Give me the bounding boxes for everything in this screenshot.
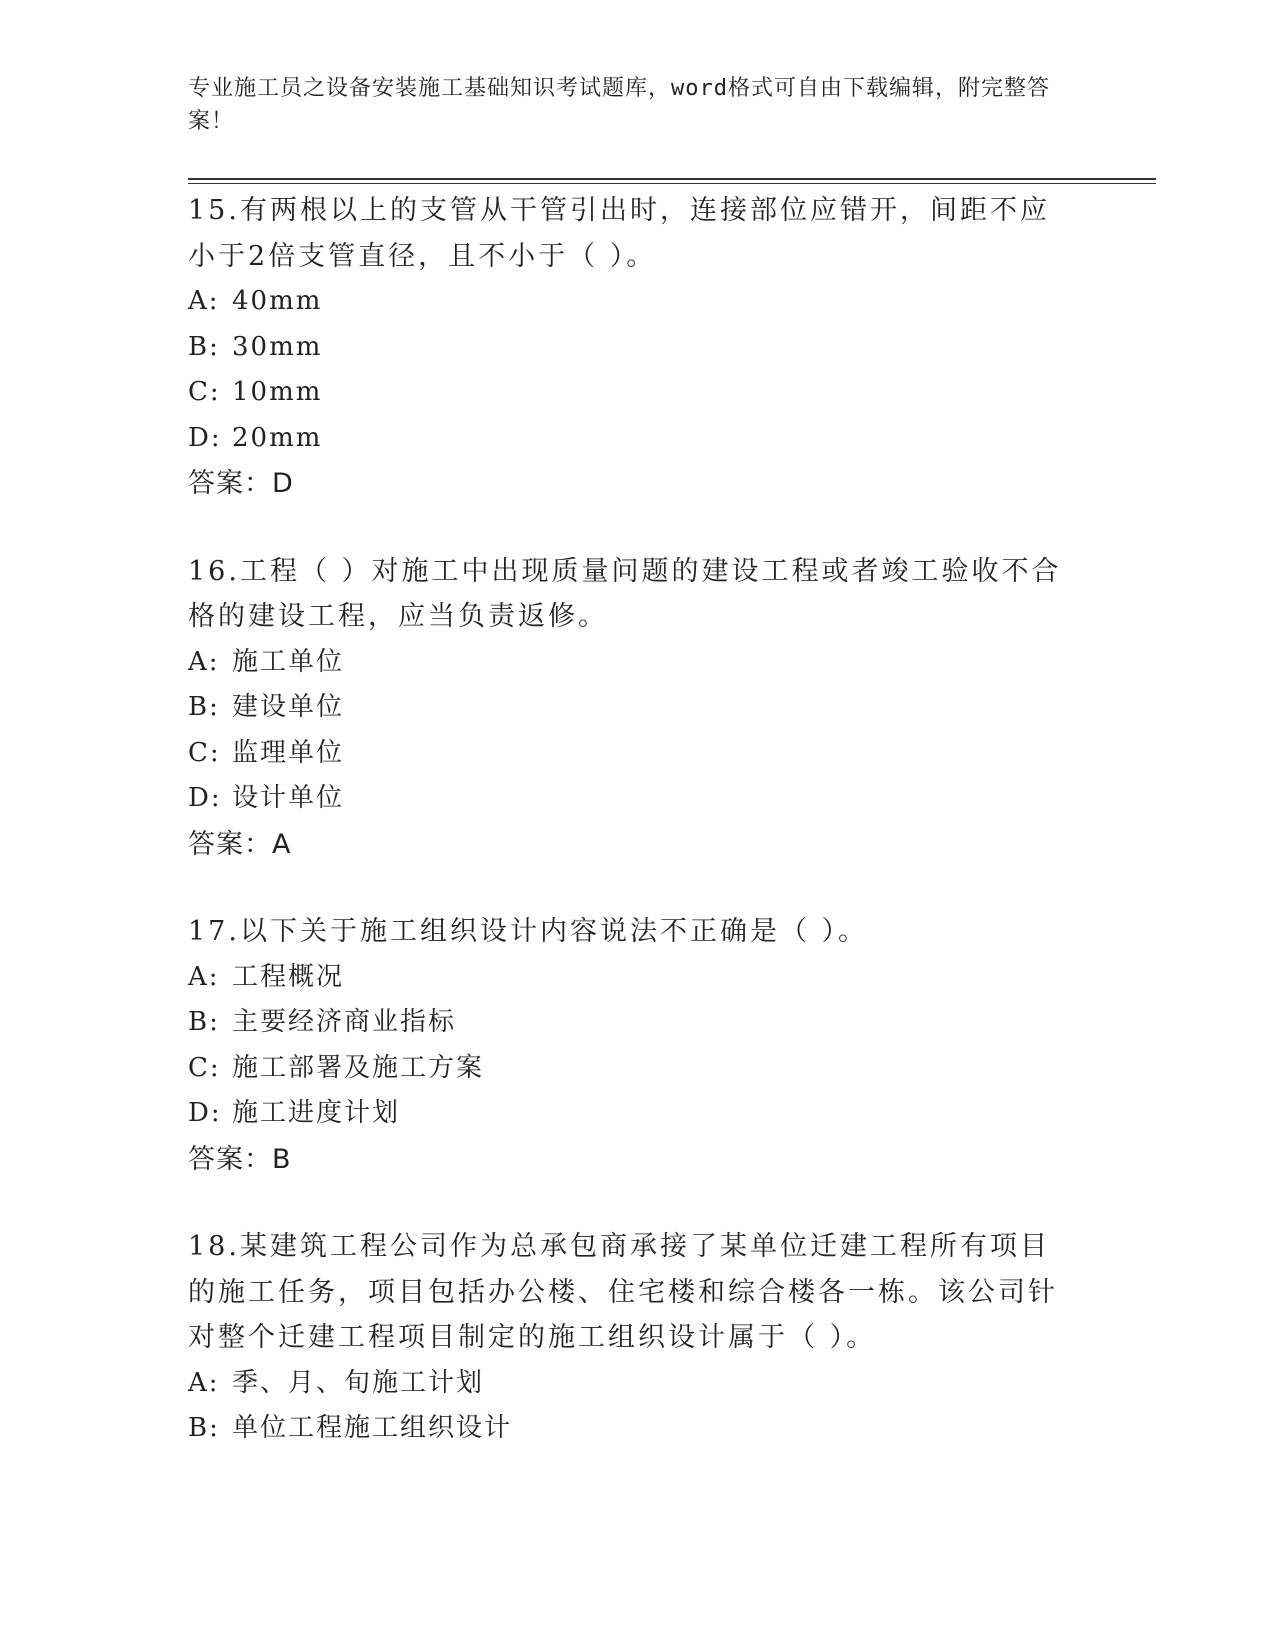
option-a [188, 955, 1088, 1001]
option-c [188, 370, 1088, 416]
option-key: A: [188, 1367, 220, 1398]
option-text: 30mm [232, 331, 323, 362]
option-key: B: [188, 1413, 220, 1443]
answer-line: 答案：D [188, 468, 294, 499]
option-text: 施工单位 [232, 646, 345, 677]
question-list [188, 188, 1088, 1452]
option-text: 施工进度计划 [232, 1098, 401, 1128]
option-key: D: [188, 783, 222, 813]
document-header: 专业施工员之设备安装施工基础知识考试题库，word格式可自由下载编辑，附完整答案！ [188, 76, 1050, 134]
header-divider-thick [188, 178, 1156, 180]
option-text: 单位工程施工组织设计 [232, 1413, 513, 1443]
option-a [188, 1361, 1088, 1407]
option-text: 设计单位 [232, 783, 345, 813]
question-17 [188, 909, 1088, 1182]
option-d [188, 416, 1088, 462]
option-key: D: [188, 422, 222, 453]
question-spacer [188, 1182, 1088, 1224]
option-key: B: [188, 331, 220, 362]
option-text: 建设单位 [232, 692, 345, 722]
option-text: 20mm [232, 422, 323, 453]
question-18 [188, 1224, 1088, 1452]
option-text: 10mm [232, 377, 323, 407]
option-text: 季、月、旬施工计划 [232, 1367, 485, 1398]
question-spacer [188, 507, 1088, 549]
option-key: C: [188, 1052, 221, 1083]
option-a [188, 640, 1088, 686]
option-b [188, 1000, 1088, 1046]
option-a [188, 279, 1088, 325]
answer-line: 答案：B [188, 1143, 292, 1175]
question-stem: 15.有两根以上的支管从干管引出时，连接部位应错开，间距不应小于2倍支管直径，且不小于（ ）。 [188, 195, 1050, 272]
question-spacer [188, 867, 1088, 909]
option-c [188, 1046, 1088, 1092]
question-stem: 16.工程（ ）对施工中出现质量问题的建设工程或者竣工验收不合格的建设工程，应当负责返修。 [188, 555, 1062, 632]
answer-line: 答案：A [188, 828, 292, 860]
option-key: A: [188, 286, 220, 316]
option-text: 40mm [232, 286, 323, 316]
option-key: C: [188, 377, 221, 407]
question-15 [188, 188, 1088, 507]
option-d [188, 776, 1088, 822]
question-stem: 17.以下关于施工组织设计内容说法不正确是（ ）。 [188, 916, 869, 947]
option-text: 主要经济商业指标 [232, 1007, 457, 1037]
option-key: C: [188, 737, 221, 768]
question-16 [188, 549, 1088, 868]
option-key: D: [188, 1098, 222, 1128]
option-b [188, 685, 1088, 731]
option-key: A: [188, 961, 220, 992]
option-b [188, 325, 1088, 371]
option-key: B: [188, 692, 220, 722]
option-c [188, 731, 1088, 777]
option-text: 工程概况 [232, 961, 345, 992]
option-text: 监理单位 [232, 737, 345, 768]
option-text: 施工部署及施工方案 [232, 1052, 485, 1083]
option-key: B: [188, 1007, 220, 1037]
option-b [188, 1406, 1088, 1452]
option-d [188, 1091, 1088, 1137]
option-key: A: [188, 646, 220, 677]
header-divider-thin [188, 183, 1156, 184]
question-stem: 18.某建筑工程公司作为总承包商承接了某单位迁建工程所有项目的施工任务，项目包括办公楼、住宅楼和综合楼各一栋。该公司针对整个迁建工程项目制定的施工组织设计属于（ ）。 [188, 1231, 1058, 1353]
